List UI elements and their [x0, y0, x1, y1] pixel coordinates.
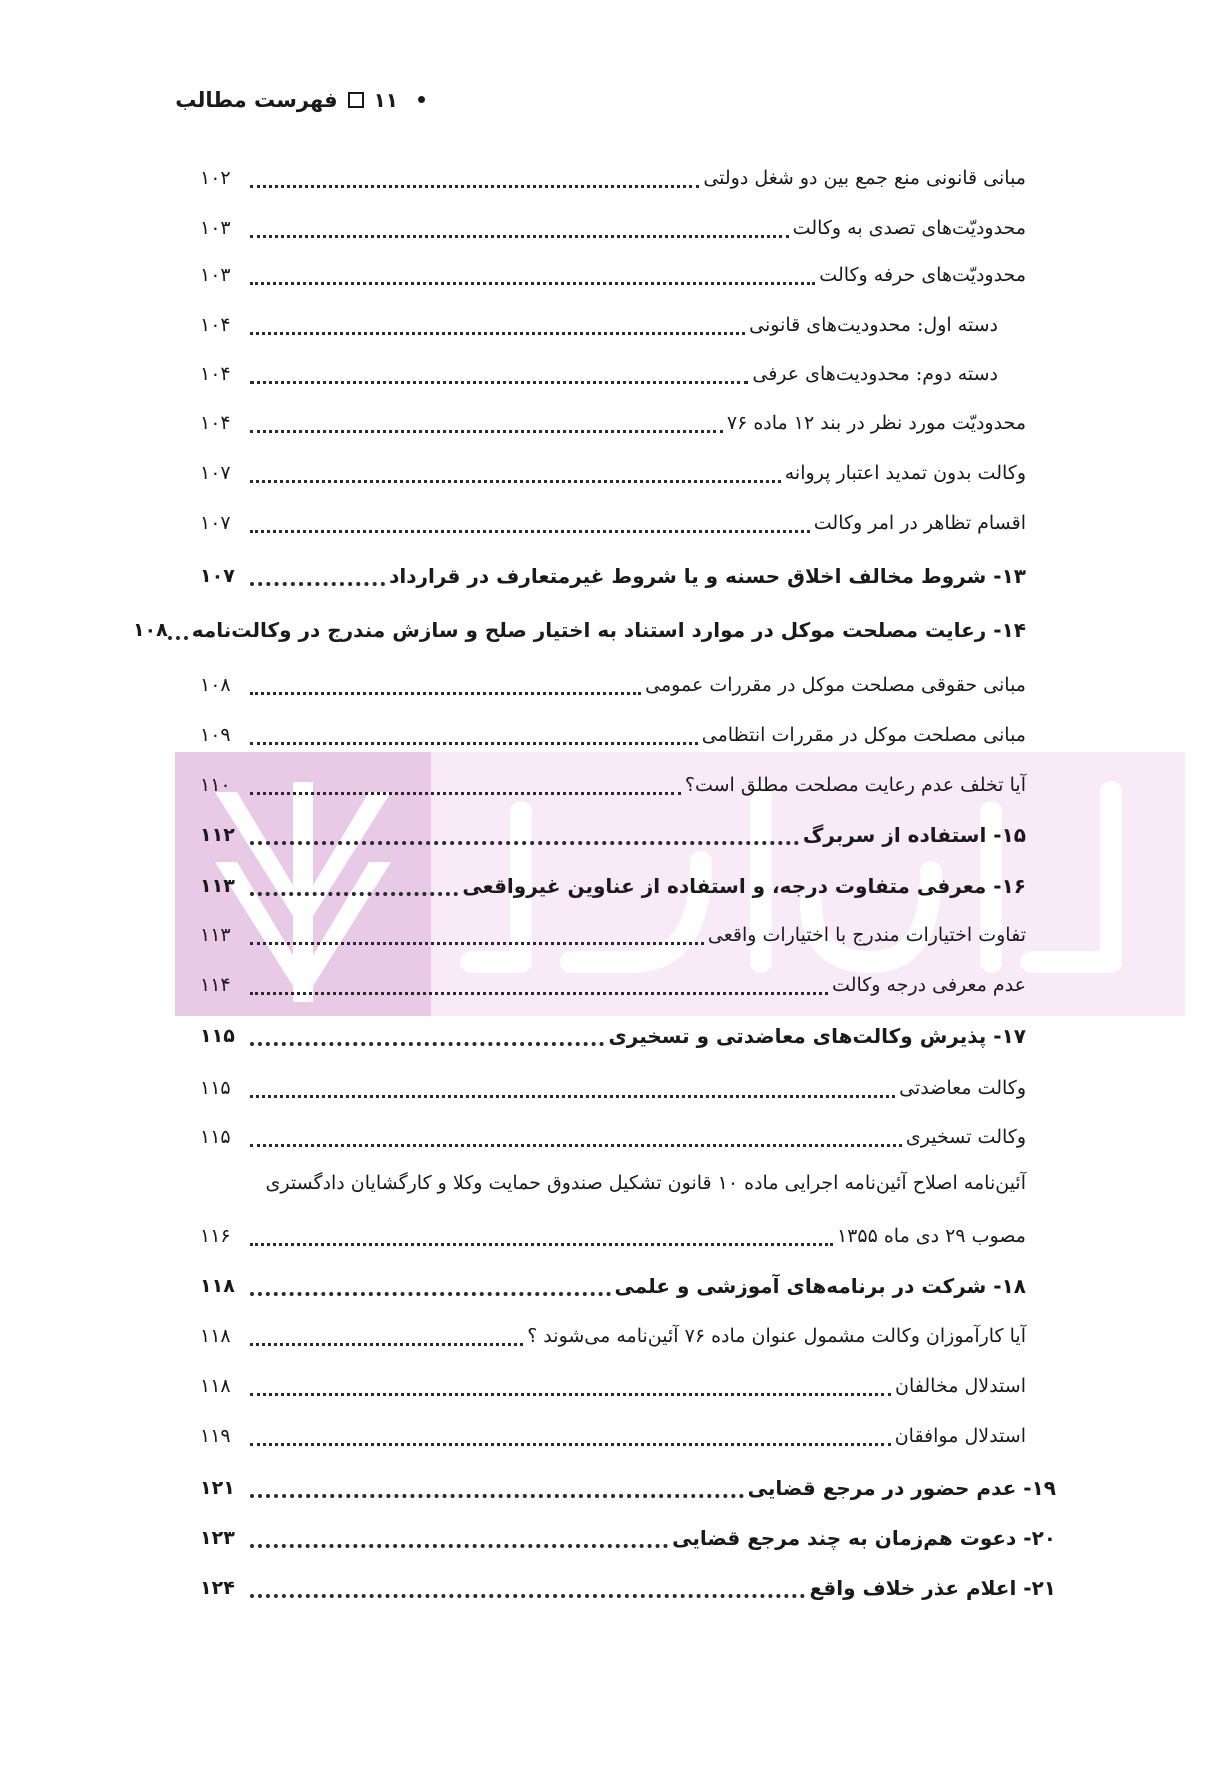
dot-leader: [250, 692, 641, 695]
toc-entry-page: ۱۱۰: [200, 774, 231, 796]
toc-entry: [200, 1218, 1026, 1254]
toc-entry: [200, 1418, 1026, 1454]
toc-entry-label: اقسام تظاهر در امر وکالت: [813, 512, 1026, 534]
toc-entry: [200, 356, 998, 392]
toc-entry-page: ۱۲۱: [200, 1477, 235, 1499]
toc-section-entry: [200, 558, 1026, 594]
dot-leader: [250, 430, 723, 433]
toc-entry-label: آیا تخلف عدم رعایت مصلحت مطلق است؟: [684, 774, 1026, 796]
toc-entry-label: استدلال موافقان: [894, 1425, 1026, 1447]
toc-entry: [200, 1119, 1026, 1155]
dot-leader: [250, 942, 704, 945]
toc-entry-label-line1: آئین‌نامه اصلاح آئین‌نامه اجرایی ماده ۱۰ قانون تشکیل صندوق حمایت وکلا و کارگشایان دادگستری: [265, 1172, 1026, 1194]
dot-leader: [168, 636, 188, 640]
dot-leader: [250, 185, 699, 188]
toc-entry-label: مبانی مصلحت موکل در مقررات انتظامی: [701, 724, 1026, 746]
dot-leader: [250, 1292, 611, 1296]
dot-leader: [250, 1095, 895, 1098]
toc-entry-page: ۱۱۳: [200, 875, 235, 897]
dot-leader: [250, 1144, 902, 1147]
toc-entry-label: ۱۸- شرکت در برنامه‌های آموزشی و علمی: [614, 1274, 1026, 1298]
toc-entry: [200, 717, 1026, 753]
toc-entry-label: محدودیّت‌های تصدی به وکالت: [792, 217, 1026, 239]
toc-entry-label: ۱۷- پذیرش وکالت‌های معاضدتی و تسخیری: [608, 1024, 1026, 1048]
toc-entry-page: ۱۰۴: [200, 363, 231, 385]
toc-entry: [200, 967, 1026, 1003]
toc-entry-page: ۱۱۲: [200, 824, 235, 846]
toc-entry-label: ۱۹- عدم حضور در مرجع قضایی: [747, 1476, 1056, 1500]
dot-leader: [250, 1594, 805, 1598]
toc-entry: [200, 405, 1026, 441]
toc-section-entry: [200, 868, 1026, 904]
toc-entry: [200, 257, 1026, 293]
toc-entry-page: ۱۰۴: [200, 314, 231, 336]
dot-leader: [250, 530, 810, 533]
toc-entry-label: ۲۱- اعلام عذر خلاف واقع: [809, 1576, 1056, 1600]
toc-entry-label: آیا کارآموزان وکالت مشمول عنوان ماده ۷۶ آئین‌نامه می‌شوند ؟: [527, 1325, 1026, 1347]
toc-entry-label: مبانی حقوقی مصلحت موکل در مقررات عمومی: [645, 674, 1026, 696]
dot-leader: [250, 841, 799, 845]
toc-entry-label: ۱۳- شروط مخالف اخلاق حسنه و یا شروط غیرمتعارف در قرارداد: [389, 564, 1026, 588]
toc-entry-page: ۱۱۸: [200, 1275, 235, 1297]
toc-entry: [200, 1318, 1026, 1354]
toc-entry-page: ۱۱۵: [200, 1025, 235, 1047]
dot-leader: [250, 1042, 604, 1046]
toc-entry-label: ۲۰- دعوت هم‌زمان به چند مرجع قضایی: [672, 1526, 1056, 1550]
toc-entry-page: ۱۱۳: [200, 924, 231, 946]
toc-entry-page: ۱۲۳: [200, 1527, 235, 1549]
toc-entry-label: وکالت تسخیری: [905, 1126, 1026, 1148]
running-header-title: فهرست مطالب: [175, 88, 338, 112]
toc-entry: [200, 307, 998, 343]
dot-leader: [250, 1494, 744, 1498]
toc-entry: [200, 667, 1026, 703]
dot-leader: [250, 1343, 523, 1346]
toc-section-entry: [200, 817, 1026, 853]
toc-entry: [200, 455, 1026, 491]
toc-entry-page: ۱۰۸: [132, 619, 168, 641]
dot-leader: [250, 332, 745, 335]
toc-entry-page: ۱۰۴: [200, 412, 231, 434]
dot-leader: [250, 792, 681, 795]
toc-entry-label: دسته دوم: محدودیت‌های عرفی: [752, 363, 998, 385]
toc-section-entry: [200, 1268, 1026, 1304]
toc-entry-label: ۱۶- معرفی متفاوت درجه، و استفاده از عناوین غیرواقعی: [462, 874, 1026, 898]
dot-leader: [250, 582, 385, 586]
dot-leader: [250, 1544, 668, 1548]
dot-leader: [250, 892, 458, 896]
toc-section-entry: [200, 1520, 1056, 1556]
dot-leader: [250, 381, 748, 384]
toc-entry-label: محدودیّت مورد نظر در بند ۱۲ ماده ۷۶: [726, 412, 1026, 434]
toc-entry-label: وکالت معاضدتی: [899, 1077, 1026, 1099]
toc-entry-page: ۱۱۵: [200, 1077, 231, 1099]
toc-section-entry: [200, 1018, 1026, 1054]
toc-entry-page: ۱۲۴: [200, 1577, 235, 1599]
toc-entry: [200, 1368, 1026, 1404]
toc-entry-label: محدودیّت‌های حرفه وکالت: [819, 264, 1026, 286]
toc-entry-page: ۱۰۹: [200, 724, 231, 746]
toc-section-entry: [200, 1470, 1056, 1506]
toc-entry-page: ۱۰۷: [200, 512, 231, 534]
toc-entry-page: ۱۰۳: [200, 264, 231, 286]
toc-entry: [200, 505, 1026, 541]
toc-entry-label: عدم معرفی درجه وکالت: [832, 974, 1026, 996]
toc-entry-page: ۱۰۲: [200, 167, 231, 189]
toc-entry: [200, 210, 1026, 246]
toc-entry: [200, 160, 1026, 196]
running-header-page-number: ۱۱: [373, 88, 398, 112]
dot-leader: [250, 235, 789, 238]
toc-entry-page: ۱۰۳: [200, 217, 231, 239]
toc-entry-page: ۱۱۸: [200, 1325, 231, 1347]
dot-leader: [250, 742, 698, 745]
toc-entry-label: مصوب ۲۹ دی ماه ۱۳۵۵: [836, 1225, 1026, 1247]
toc-entry-page: ۱۰۷: [200, 462, 231, 484]
toc-entry-page: ۱۱۸: [200, 1375, 231, 1397]
toc-entry-page: ۱۱۹: [200, 1425, 231, 1447]
toc-section-entry: [200, 1570, 1056, 1606]
toc-entry-page: ۱۱۶: [200, 1225, 231, 1247]
toc-entry-label: تفاوت اختیارات مندرج با اختیارات واقعی: [707, 924, 1026, 946]
dot-leader: [250, 282, 815, 285]
toc-entry-label: ۱۵- استفاده از سربرگ: [802, 823, 1026, 847]
toc-entry-page: ۱۰۷: [200, 565, 235, 587]
toc-section-entry: [132, 612, 1026, 648]
toc-entry-label: مبانی قانونی منع جمع بین دو شغل دولتی: [703, 167, 1026, 189]
dot-leader: [250, 1443, 891, 1446]
toc-entry-page: ۱۰۸: [200, 674, 231, 696]
dot-leader: [250, 992, 828, 995]
toc-entry-label: وکالت بدون تمدید اعتبار پروانه: [784, 462, 1026, 484]
toc-entry-label: دسته اول: محدودیت‌های قانونی: [749, 314, 998, 336]
dot-leader: [250, 480, 781, 483]
dot-leader: [250, 1243, 833, 1246]
dot-leader: [250, 1393, 891, 1396]
toc-entry-label: استدلال مخالفان: [895, 1375, 1026, 1397]
toc-entry: [200, 1070, 1026, 1106]
toc-entry-page: ۱۱۴: [200, 974, 231, 996]
toc-entry: [200, 767, 1026, 803]
toc-entry: [200, 917, 1026, 953]
toc-entry-page: ۱۱۵: [200, 1126, 231, 1148]
toc-entry-label: ۱۴- رعایت مصلحت موکل در موارد استناد به اختیار صلح و سازش مندرج در وکالت‌نامه: [191, 618, 1026, 642]
